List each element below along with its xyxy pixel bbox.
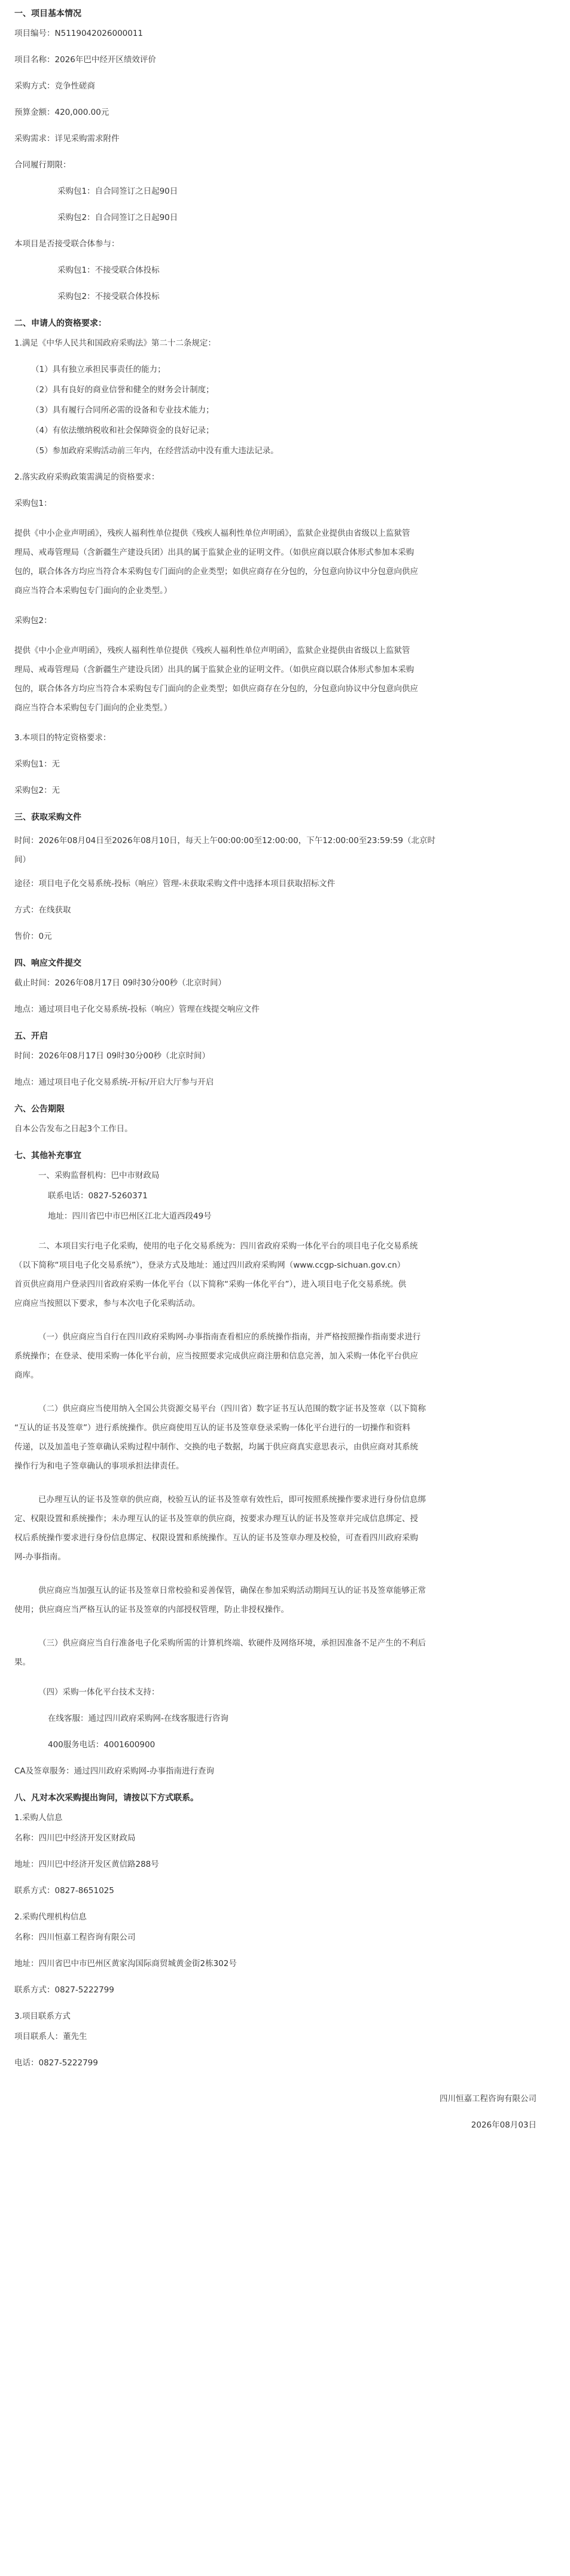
service-phone: 400服务电话：4001600900 — [48, 1740, 156, 1750]
qualification-item: （1）具有独立承担民事责任的能力； — [31, 365, 166, 374]
agency-address: 地址：四川省巴中市巴州区黄家沟国际商贸城黄金街2栋302号 — [14, 1959, 237, 1968]
policy-pkg2-line: 提供《中小企业声明函》，残疾人福利性单位提供《残疾人福利性单位声明函》，监狱企业提供由省级以上监狱管 — [14, 646, 410, 655]
section6-heading: 六、公告期限 — [14, 1104, 65, 1114]
agency-name: 名称：四川恒嘉工程咨询有限公司 — [14, 1933, 136, 1942]
footer-company: 四川恒嘉工程咨询有限公司 — [440, 2094, 537, 2104]
notice-period: 自本公告发布之日起3个工作日。 — [14, 1124, 133, 1134]
obtain-way: 方式：在线获取 — [14, 905, 71, 915]
certificate-line: 已办理互认的证书及签章的供应商，校验互认的证书及签章有效性后，即可按照系统操作要求进行身份信息绑 — [38, 1495, 426, 1504]
online-service: 在线客服：通过四川政府采购网-在线客服进行咨询 — [48, 1714, 228, 1723]
qualification-item: （5）参加政府采购活动前三年内，在经营活动中没有重大违法记录。 — [31, 446, 279, 456]
policy-pkg1-line: 提供《中小企业声明函》，残疾人福利性单位提供《残疾人福利性单位声明函》，监狱企业提供由省级以上监狱管 — [14, 529, 410, 538]
requirement-one-line: 系统操作；在登录、使用采购一体化平台前，应当按照要求完成供应商注册和信息完善，加入采购一体化平台供应 — [14, 1351, 418, 1361]
budget-amount: 预算金额：420,000.00元 — [14, 108, 109, 117]
certificate-custody-line: 供应商应当加强互认的证书及签章日常校验和妥善保管，确保在参加采购活动期间互认的证书及签章能够正常 — [38, 1586, 426, 1595]
policy-pkg2-line: 商应当符合本采购包专门面向的企业类型。） — [14, 703, 172, 713]
contract-term-label: 合同履行期限： — [14, 160, 71, 170]
requirement-one-line: 商库。 — [14, 1371, 39, 1380]
policy-pkg1-line: 包的，联合体各方均应当符合本采购包专门面向的企业类型；如供应商存在分包的，分包意向协议中分包意向供应 — [14, 567, 418, 576]
supervisor: 一、采购监督机构：巴中市财政局 — [38, 1171, 160, 1180]
tech-support-label: （四）采购一体化平台技术支持： — [38, 1687, 160, 1697]
document-price: 售价：0元 — [14, 932, 52, 941]
buyer-info-label: 1.采购人信息 — [14, 1813, 63, 1823]
contact-phone: 电话：0827-5222799 — [14, 2058, 98, 2068]
certificate-line: 网-办事指南。 — [14, 1552, 66, 1562]
buyer-name: 名称：四川巴中经济开发区财政局 — [14, 1833, 136, 1843]
procurement-method: 采购方式：竞争性磋商 — [14, 81, 95, 91]
requirement-two-line: “互认的证书及签章”）进行系统操作。供应商使用互认的证书及签章登录采购一体化平台进行的一切操作和资料 — [14, 1423, 410, 1433]
policy-pkg2-line: 包的，联合体各方均应当符合本采购包专门面向的企业类型；如供应商存在分包的，分包意向协议中分包意向供应 — [14, 684, 418, 694]
submission-location: 地点：通过项目电子化交易系统-投标（响应）管理在线提交响应文件 — [14, 1005, 260, 1014]
qualification-item: （3）具有履行合同所必需的设备和专业技术能力； — [31, 405, 214, 415]
qualification-intro: 1.满足《中华人民共和国政府采购法》第二十二条规定： — [14, 338, 216, 348]
obtain-time-line: 间） — [14, 855, 31, 865]
opening-location: 地点：通过项目电子化交易系统-开标/开启大厅参与开启 — [14, 1078, 214, 1087]
ca-service: CA及签章服务：通过四川政府采购网-办事指南进行查询 — [14, 1766, 215, 1776]
certificate-line: 权后系统操作要求进行身份信息绑定、权限设置和系统操作。互认的证书及签章办理及校验，可查看四川政府采购 — [14, 1533, 418, 1543]
special-intro: 3.本项目的特定资格要求： — [14, 733, 111, 743]
requirement-one-line: （一）供应商应当自行在四川政府采购网-办事指南查看相应的系统操作指南，并严格按照操作指南要求进行 — [38, 1332, 421, 1342]
section2-heading: 二、申请人的资格要求： — [14, 319, 106, 328]
requirement-two-line: 操作行为和电子签章确认的事项承担法律责任。 — [14, 1461, 184, 1471]
contract-term-pkg1: 采购包1：自合同签订之日起90日 — [57, 187, 178, 196]
policy-pkg1-line: 商应当符合本采购包专门面向的企业类型。） — [14, 586, 172, 596]
requirement-three-line: 果。 — [14, 1658, 31, 1667]
opening-time: 时间：2026年08月17日 09时30分00秒（北京时间） — [14, 1051, 211, 1061]
section1-heading: 一、项目基本情况 — [14, 9, 81, 19]
obtain-time-line: 时间：2026年08月04日至2026年08月10日，每天上午00:00:00至12:00:00，下午12:00:00至23:59:59（北京时 — [14, 836, 435, 846]
procurement-requirement: 采购需求：详见采购需求附件 — [14, 134, 120, 144]
qualification-item: （2）具有良好的商业信誉和健全的财务会计制度； — [31, 385, 214, 395]
submission-deadline: 截止时间：2026年08月17日 09时30分00秒（北京时间） — [14, 978, 227, 988]
policy-pkg1-line: 理局、戒毒管理局（含新疆生产建设兵团）出具的属于监狱企业的证明文件。（如供应商以联合体形式参加本采购 — [14, 548, 414, 557]
certificate-line: 定、权限设置和系统操作；未办理互认的证书及签章的供应商，按要求办理互认的证书及签章并完成信息绑定、授 — [14, 1514, 418, 1524]
consortium-pkg1: 采购包1：不接受联合体投标 — [57, 265, 160, 275]
policy-pkg2-line: 理局、戒毒管理局（含新疆生产建设兵团）出具的属于监狱企业的证明文件。（如供应商以联合体形式参加本采购 — [14, 665, 414, 674]
footer-date: 2026年08月03日 — [471, 2120, 537, 2130]
contract-term-pkg2: 采购包2：自合同签订之日起90日 — [57, 213, 178, 222]
policy-pkg1-label: 采购包1： — [14, 499, 52, 508]
section7-heading: 七、其他补充事宜 — [14, 1151, 81, 1161]
requirement-two-line: （二）供应商应当使用纳入全国公共资源交易平台（四川省）数字证书互认范围的数字证书及签章（以下简称 — [38, 1404, 426, 1414]
project-number: 项目编号：N5119042026000011 — [14, 29, 144, 38]
supervisor-address: 地址：四川省巴中市巴州区江北大道西段49号 — [48, 1211, 212, 1221]
consortium-pkg2: 采购包2：不接受联合体投标 — [57, 292, 160, 301]
agency-phone: 联系方式：0827-5222799 — [14, 1985, 114, 1995]
requirement-two-line: 传递，以及加盖电子签章确认采购过程中制作、交换的电子数据，均属于供应商真实意思表示，由供应商对其系统 — [14, 1442, 418, 1452]
electronic-procurement-line: 二、本项目实行电子化采购，使用的电子化交易系统为：四川省政府采购一体化平台的项目电子化交易系统 — [38, 1241, 418, 1251]
section5-heading: 五、开启 — [14, 1031, 48, 1041]
section8-heading: 八、凡对本次采购提出询问，请按以下方式联系。 — [14, 1793, 199, 1803]
supervisor-phone: 联系电话：0827-5260371 — [48, 1191, 148, 1201]
section4-heading: 四、响应文件提交 — [14, 959, 81, 968]
certificate-custody-line: 使用；供应商应当严格互认的证书及签章的内部授权管理，防止非授权操作。 — [14, 1605, 289, 1614]
contact-person: 项目联系人：董先生 — [14, 2032, 87, 2041]
buyer-phone: 联系方式：0827-8651025 — [14, 1886, 114, 1896]
consortium-label: 本项目是否接受联合体参与： — [14, 239, 120, 249]
policy-pkg2-label: 采购包2： — [14, 616, 52, 625]
special-pkg1: 采购包1：无 — [14, 759, 60, 769]
contact-info-label: 3.项目联系方式 — [14, 2012, 71, 2021]
project-name: 项目名称：2026年巴中经开区绩效评价 — [14, 55, 156, 65]
policy-intro: 2.落实政府采购政策需满足的资格要求： — [14, 472, 160, 482]
obtain-route: 途径：项目电子化交易系统-投标（响应）管理-未获取采购文件中选择本项目获取招标文件 — [14, 879, 336, 889]
agency-info-label: 2.采购代理机构信息 — [14, 1912, 87, 1922]
qualification-item: （4）有依法缴纳税收和社会保障资金的良好记录； — [31, 426, 214, 435]
requirement-three-line: （三）供应商应当自行准备电子化采购所需的计算机终端、软硬件及网络环境，承担因准备不足产生的不利后 — [38, 1638, 426, 1648]
special-pkg2: 采购包2：无 — [14, 786, 60, 795]
electronic-procurement-line: 应商应当按照以下要求，参与本次电子化采购活动。 — [14, 1299, 200, 1308]
electronic-procurement-line: 首页供应商用户登录四川省政府采购一体化平台（以下简称“采购一体化平台”），进入项目电子化交易系统。供 — [14, 1280, 407, 1289]
electronic-procurement-line: （以下简称“项目电子化交易系统”），登录方式及地址：通过四川政府采购网（www.ccgp-sichuan.gov.cn） — [14, 1260, 406, 1270]
buyer-address: 地址：四川巴中经济开发区黄信路288号 — [14, 1860, 159, 1869]
section3-heading: 三、获取采购文件 — [14, 813, 81, 822]
